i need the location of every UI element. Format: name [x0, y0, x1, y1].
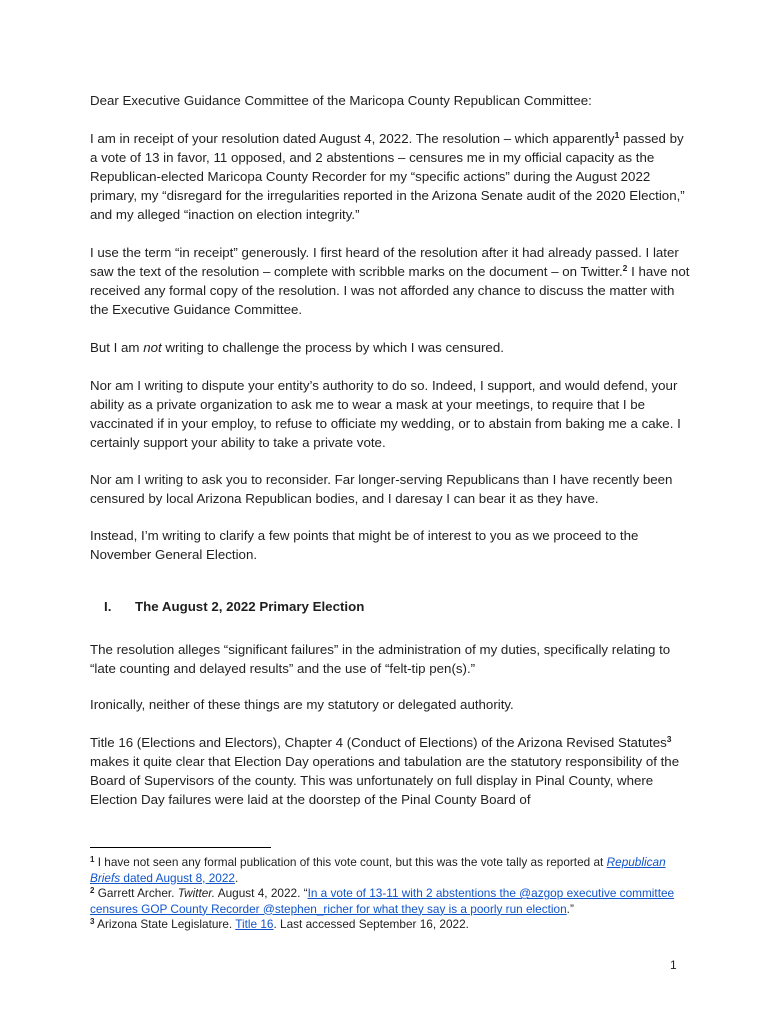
- paragraph-text: makes it quite clear that Election Day operations and tabulation are the statutory responsibility of the Board of Supervisors of the county. This was unfortunately on full display in Pinal County, where Election Day failures were laid at the doorstep of the Pinal County Board of: [90, 754, 680, 807]
- paragraph-text: Title 16 (Elections and Electors), Chapter 4 (Conduct of Elections) of the Arizona Revised Statutes: [90, 735, 667, 750]
- republican-briefs-link[interactable]: Republican Briefs dated August 8, 2022: [90, 855, 666, 885]
- paragraph-failures: The resolution alleges “significant failures” in the administration of my duties, specifically relating to “late counting and delayed results” and the use of “felt-tip pen(s).”: [90, 642, 671, 676]
- paragraph-clarify: Instead, I’m writing to clarify a few points that might be of interest to you as we proceed to the November General Election.: [90, 528, 639, 562]
- paragraph-text: I use the term “in receipt” generously. I first heard of the resolution after it had already passed. I later saw the text of the resolution – complete with scribble marks on the document – on Twitter.: [90, 245, 679, 279]
- paragraph-receipt: [90, 129, 690, 224]
- footnote-ref-1[interactable]: 1: [614, 130, 620, 140]
- paragraph-title16: [90, 733, 690, 809]
- section-title: The August 2, 2022 Primary Election: [135, 599, 365, 614]
- section-heading: [104, 599, 364, 614]
- paragraph-text: I am in receipt of your resolution dated August 4, 2022. The resolution – which apparently: [90, 131, 615, 146]
- paragraph-text: passed by a vote of 13 in favor, 11 opposed, and 2 abstentions – censures me in my official capacity as the Republican-elected Maricopa County Recorder for my “specific actions” during the August 2022 primary, my “disregard for the irregularities reported in the Arizona Senate audit of the 2020 Election,” and my alleged “inaction on election integrity.”: [90, 131, 685, 222]
- title-16-link[interactable]: Title 16: [235, 917, 274, 931]
- footnote-1: $^1$ I have not seen any formal publication of this vote count, but this was the vote tally as reported at Republican Briefs dated August 8, 2022.: [90, 855, 666, 885]
- footnote-separator: [90, 847, 271, 848]
- footnotes: [90, 855, 690, 933]
- paragraph-text: writing to challenge the process by which I was censured.: [161, 340, 504, 355]
- paragraph-text: I have not received any formal copy of the resolution. I was not afforded any chance to discuss the matter with the Executive Guidance Committee.: [90, 264, 690, 317]
- paragraph-ironically: Ironically, neither of these things are my statutory or delegated authority.: [90, 697, 514, 712]
- salutation: Dear Executive Guidance Committee of the Maricopa County Republican Committee:: [90, 93, 592, 108]
- paragraph-reconsider: Nor am I writing to ask you to reconsider. Far longer-serving Republicans than I have recently been censured by local Arizona Republican bodies, and I daresay I can bear it as they have.: [90, 472, 673, 506]
- footnote-3: $^3$ Arizona State Legislature. Title 16. Last accessed September 16, 2022.: [90, 917, 469, 931]
- emphasis-not: not: [143, 340, 162, 355]
- footnote-ref-3[interactable]: 3: [666, 734, 672, 744]
- paragraph-in-receipt: [90, 243, 690, 319]
- twitter-post-link[interactable]: In a vote of 13-11 with 2 abstentions the @azgop executive committee censures GOP County Recorder @stephen_richer for what they say is a poorly run election: [90, 886, 675, 916]
- section-number: I.: [104, 599, 112, 614]
- paragraph-text: But I am: [90, 340, 144, 355]
- page-number: 1: [670, 958, 677, 972]
- paragraph-authority: Nor am I writing to dispute your entity’s authority to do so. Indeed, I support, and would defend, your ability as a private organization to ask me to wear a mask at your meetings, to require that I be vaccinated if in your employ, to refuse to officiate my wedding, or to abstain from baking me a cake. I certainly support your ability to take a private vote.: [90, 378, 681, 450]
- paragraph-not-challenge: [90, 338, 690, 357]
- footnote-ref-2[interactable]: 2: [622, 263, 628, 273]
- footnote-2: $^2$ Garrett Archer. Twitter. August 4, 2022. “In a vote of 13-11 with 2 abstentions the @azgop executive committee censures GOP County Recorder @stephen_richer for what they say is a poorly run election.”: [90, 886, 675, 916]
